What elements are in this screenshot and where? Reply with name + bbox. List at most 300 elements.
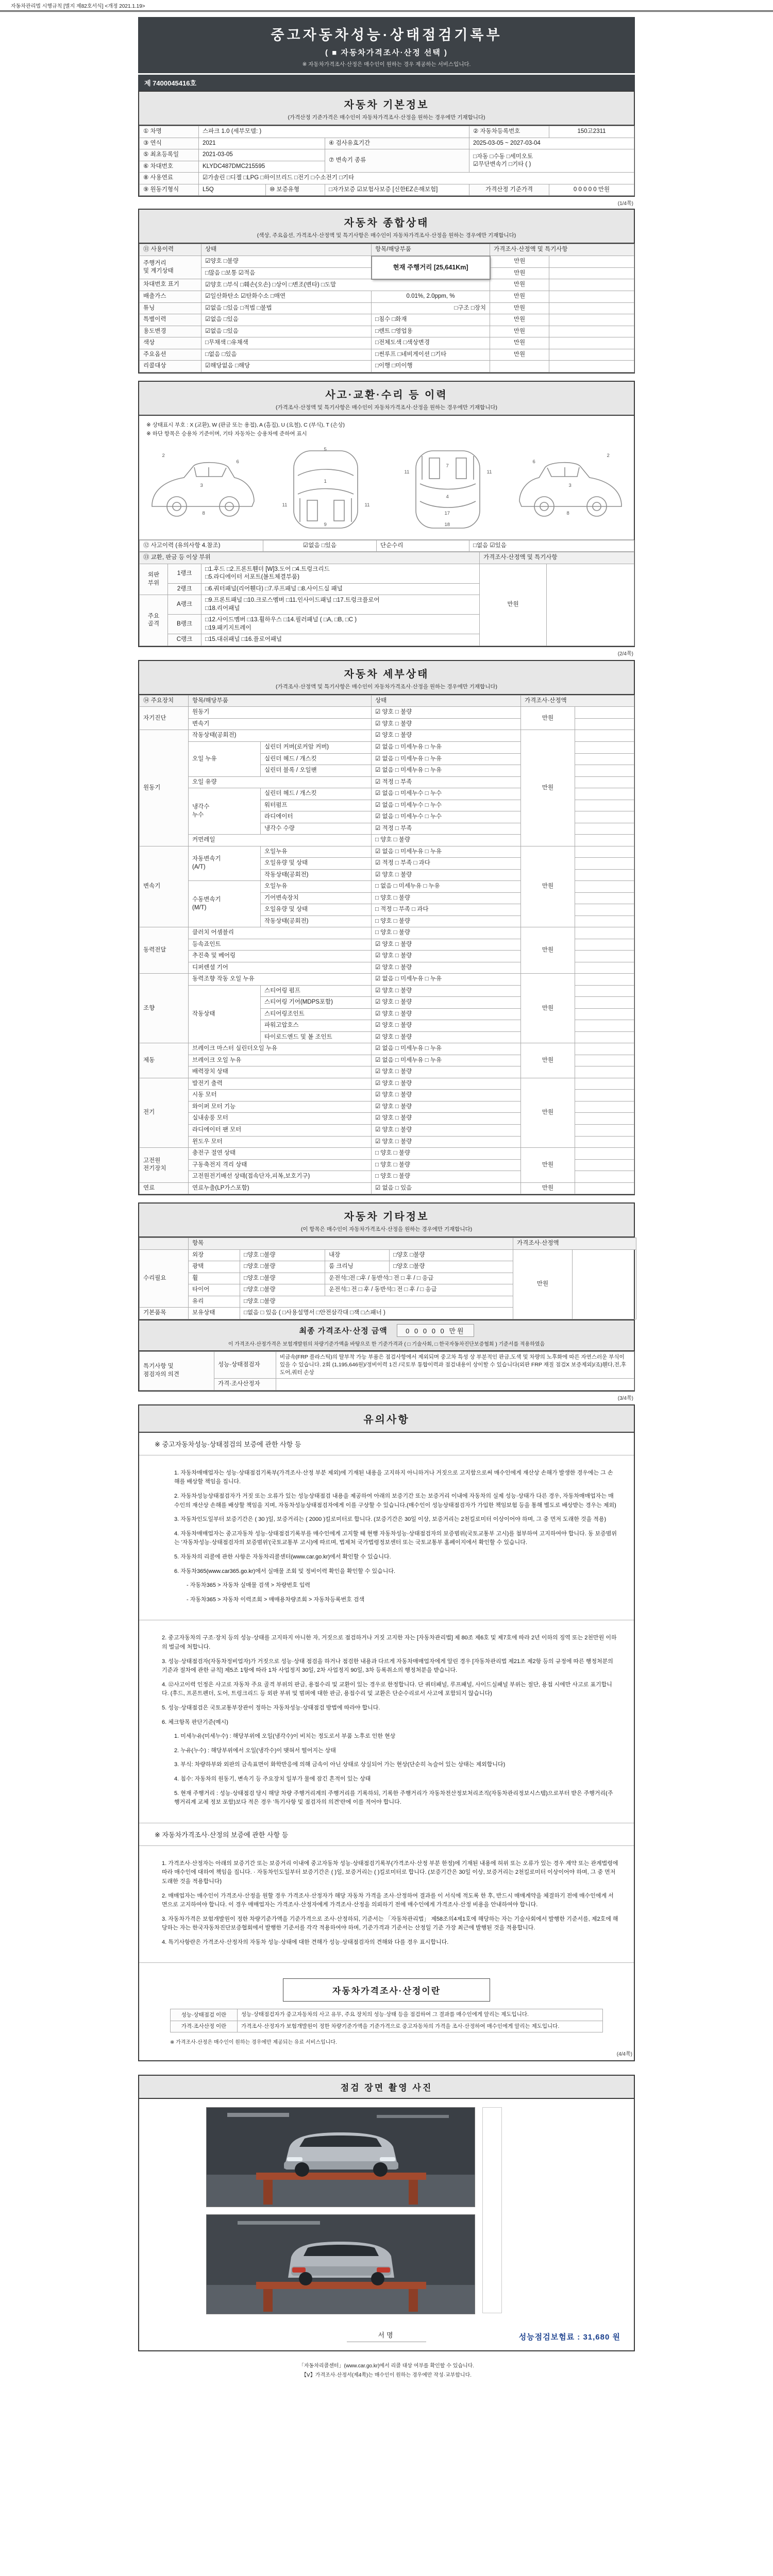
checkbox-cell[interactable]: □양호 □불량 <box>240 1261 325 1273</box>
notice-item: 2. 자동차성능상태점검자가 거짓 또는 오류가 있는 성능상태점검 내용을 제공하여 아래의 보증기간 또는 보증거리 이내에 자동차의 실제 성능·상태가 다른 경우, 자동차매매업자는 매수인의 재산상 손해를 배상할 책임을 지며, 자동차성능상태점검자에게 이를 구상할 수 있습니다.(매수인이 성능상태점검자가 가입한 책임보험 등을 통해 별도로 배상받는 경우는 제외) <box>174 1493 616 1509</box>
diagram-number: 17 <box>444 510 450 516</box>
table-cell: 만원 <box>480 564 547 646</box>
column-header: 가격조사·산정액 <box>513 1238 636 1250</box>
section-notice-title: 유의사항 <box>363 1414 410 1426</box>
checkbox-cell[interactable]: □ 양호 □ 불량 <box>372 1159 521 1171</box>
table-cell <box>575 997 634 1009</box>
title-note: ※ 자동차가격조사·산정은 매수인이 원하는 경우 제공하는 서비스입니다. <box>302 61 471 67</box>
state-symbol-legend <box>139 416 634 439</box>
checkbox-cell[interactable]: 운전석□전 □후 / 동반석□ 전 □ 후 / □ 응급 <box>325 1273 513 1284</box>
checkbox-cell[interactable]: ☑ 양호 □ 불량 <box>372 1078 521 1090</box>
table-cell: 만원 <box>521 730 575 846</box>
table-cell: 외장 <box>189 1249 240 1261</box>
table-cell <box>490 361 549 372</box>
checkbox-cell[interactable]: □양호 □불량 <box>240 1296 513 1308</box>
table-cell: 브레이크 마스터 실린더오일 누유 <box>189 1043 372 1055</box>
column-header: 항목/해당부품 <box>372 244 490 256</box>
table-cell <box>575 1090 634 1101</box>
table-cell: 150고2311 <box>549 126 634 138</box>
table-cell <box>549 326 634 337</box>
section-notice <box>138 1404 635 2061</box>
checkbox-cell[interactable]: ☑ 없음 □ 미세누유 □ 누유 <box>372 1043 521 1055</box>
notice-item: 4. 자동차매매업자는 중고자동차 성능·상태점검기록부를 매수인에게 고지할 때 현행 자동차성능·상태점검자의 보증범위(국토교통부 고시)를 첨부하여 고지하여야 합니다. 동 보증범위는 '자동차성능·상태점검자의 보증범위'(국토교통부 고시)에 따르며, 법제처 국가법령정보센터 또는 국토교통부 홈페이지에서 확인할 수 있습니다. <box>174 1530 617 1546</box>
table-cell: C랭크 <box>168 634 201 646</box>
checkbox-cell[interactable]: □ 양호 □ 불량 <box>372 916 521 927</box>
table-row <box>140 126 634 138</box>
table-row <box>140 1078 634 1090</box>
table-cell: 비금속(FRP 플라스틱)의 탈부착 가능 부품은 점검사항에서 제외되며 중고차 특성 상 부분적인 판금,도색 및 차량의 노후화에 따른 자연스러운 부식이 있을 수 있습니다. 2회 (1,195,646원)/정비이력 1건 /국토부 통합이력과 점검내용이 상이할 수 있습니다(외판 FRP 재질 점검X 보증제외)/조)휀다,전,후도어,쿼터 손상 <box>276 1351 634 1379</box>
table-row <box>140 184 634 196</box>
table-cell: 만원 <box>490 267 549 279</box>
checkbox-cell[interactable]: ☑ 양호 □ 불량 <box>372 1031 521 1043</box>
legend-note: ※ 하단 항목은 승용차 기준이며, 기타 자동차는 승용차에 준하여 표시 <box>146 430 307 437</box>
checkbox-cell[interactable]: □양호 □불량 <box>240 1273 325 1284</box>
table-row <box>140 974 634 986</box>
checkbox-cell[interactable]: ☑ 양호 □ 불량 <box>372 1020 521 1032</box>
table-cell <box>575 951 634 962</box>
checkbox-cell[interactable]: ☑양호 □불량 <box>201 256 372 268</box>
checkbox-cell[interactable]: ☑ 적정 □ 부족 <box>372 776 521 788</box>
checkbox-cell[interactable]: ☑ 양호 □ 불량 <box>372 1113 521 1125</box>
checkbox-cell[interactable]: □ 양호 □ 불량 <box>372 927 521 939</box>
checkbox-cell[interactable]: ☑ 양호 □ 불량 <box>372 951 521 962</box>
notice-item: - 자동차365 > 자동차 이력조회 > 매매용차량조회 > 자동차등록번호 검색 <box>187 1596 365 1603</box>
checkbox-cell[interactable]: ☑ 양호 □ 불량 <box>372 707 521 719</box>
table-cell: 만원 <box>521 1182 575 1194</box>
column-header: ⑬ 교환, 판금 등 이상 부위 <box>140 552 480 564</box>
table-cell: 워터펌프 <box>261 800 372 811</box>
section-accident-subtitle: (가격조사·산정액 및 특기사항은 매수인이 자동차가격조사·산정을 원하는 경우에만 기재합니다) <box>276 404 497 411</box>
table-cell: 브레이크 오일 누유 <box>189 1055 372 1066</box>
checkbox-cell[interactable]: ☑ 없음 □ 미세누수 □ 누수 <box>372 800 521 811</box>
table-cell: 유리 <box>189 1296 240 1308</box>
notice-item: 5. 현재 주행거리 : 성능·상태점검 당시 해당 차량 주행거리계의 주행거리를 기록하되, 기록한 주행거리가 자동차전산정보처리조직(자동차관리정보시스템)으로부터 받은 주행거리(주행거리계 교체 정보 포함)보다 적은 경우 '특기사항 및 점검자의 의견'란에 이를 적어야 합니다. <box>174 1790 613 1806</box>
section-basic-subtitle: (가격산정 기준가격은 매수인이 자동차가격조사·산정을 원하는 경우에만 기재합니다) <box>288 114 485 121</box>
section-etc-header <box>139 1204 634 1238</box>
checkbox-cell[interactable]: ☑ 없음 □ 미세누유 □ 누유 <box>372 753 521 765</box>
checkbox-cell[interactable]: □구조 □장치 <box>372 302 490 314</box>
notice-item: 6. 자동차365(www.car365.go.kr)에서 실매물 조회 및 정비이력 확인을 확인할 수 있습니다. <box>174 1568 396 1574</box>
checkbox-cell[interactable]: □자가보증 ☑보험사보증 [신한EZ손해보험] <box>325 184 469 196</box>
table-cell: 냉각수 누수 <box>189 788 261 835</box>
table-cell: 자기진단 <box>140 707 189 730</box>
checkbox-cell[interactable]: □없음 □ 있음 ( □사용설명서 □안전삼각대 □잭 □스패너 ) <box>240 1308 513 1319</box>
table-cell: 외판 부위 <box>140 564 168 595</box>
table-cell: 만원 <box>521 1148 575 1183</box>
table-cell: 특별이력 <box>140 314 201 326</box>
checkbox-cell[interactable]: ☑ 양호 □ 불량 <box>372 997 521 1009</box>
diagram-number: 11 <box>404 469 410 475</box>
table-cell: ⑥ 차대번호 <box>140 161 199 173</box>
table-cell <box>549 279 634 291</box>
table-row <box>140 564 634 583</box>
table-cell: KLYDC487DMC215595 <box>199 161 325 173</box>
table-cell: 만원 <box>513 1249 573 1319</box>
car-diagram-side-left <box>145 445 262 533</box>
column-header: 항목 <box>189 1238 513 1250</box>
checkbox-cell[interactable]: □ 양호 □ 불량 <box>372 892 521 904</box>
checkbox-cell[interactable]: ☑ 없음 □ 미세누유 □ 누유 <box>372 1055 521 1066</box>
notice-item: 1. 미세누유(미세누수) : 해당부위에 오일(냉각수)이 비치는 정도로서 부품 노후로 인한 현상 <box>174 1733 396 1740</box>
checkbox-cell[interactable]: ☑없음 □있음 <box>263 540 377 552</box>
table-row <box>140 173 634 184</box>
table-cell <box>575 869 634 881</box>
table-cell: 제동 <box>140 1043 189 1078</box>
table-cell: 윈도우 모터 <box>189 1136 372 1148</box>
checkbox-cell[interactable]: ☑ 양호 □ 불량 <box>372 730 521 742</box>
diagram-number: 6 <box>236 459 239 465</box>
column-header: 상태 <box>372 695 521 707</box>
checkbox-cell[interactable]: □ 양호 □ 불량 <box>372 1148 521 1160</box>
table-cell <box>575 765 634 777</box>
checkbox-cell[interactable]: □ 양호 □ 불량 <box>372 1171 521 1183</box>
legend-symbols: ※ 상태표시 부호 : X (교환), W (판금 또는 용접), A (흠집), U (요철), C (부식), T (손상) <box>146 421 345 428</box>
table-cell: B랭크 <box>168 615 201 634</box>
table-cell <box>575 730 634 742</box>
table-cell: 스티어링 기어(MDPS포함) <box>261 997 372 1009</box>
checkbox-cell[interactable]: ☑일산화탄소 ☑탄화수소 □매연 <box>201 291 372 303</box>
checkbox-cell[interactable]: ☑ 양호 □ 불량 <box>372 985 521 997</box>
table-cell <box>549 267 634 279</box>
checkbox-cell[interactable]: □자동 □수동 □세미오토 ☑무단변속기 □기타 ( ) <box>469 149 634 173</box>
table-cell: 성능·상태점검자 <box>214 1351 276 1379</box>
checkbox-cell[interactable]: 운전석□ 전 □ 후 / 동반석□ 전 □ 후 / □ 응급 <box>325 1284 513 1296</box>
table-row <box>140 1182 634 1194</box>
table-cell: 고전원 전기장치 <box>140 1148 189 1183</box>
car-top-front-icon <box>267 445 384 533</box>
checkbox-cell[interactable]: ☑없음 □있음 <box>201 314 372 326</box>
notice-item: 2. 중고자동차의 구조·장치 등의 성능·상태를 고지하지 아니한 자, 거짓으로 점검하거나 거짓 고지한 자는 [자동차관리법] 제 80조 제6호 및 제7호에 따라 2년 이하의 징역 또는 2천만원 이하의 벌금에 처합니다. <box>162 1635 617 1650</box>
checkbox-cell[interactable]: ☑ 없음 □ 있음 <box>372 1182 521 1194</box>
table-cell: 냉각수 수량 <box>261 823 372 835</box>
table-cell <box>575 1020 634 1032</box>
diagram-number: 18 <box>444 521 450 528</box>
explain-label-1: 성능·상태점검 이란 <box>171 2009 238 2021</box>
table-cell <box>575 718 634 730</box>
table-cell <box>575 846 634 858</box>
table-cell: 주요옵션 <box>140 349 201 361</box>
table-cell <box>575 881 634 893</box>
column-header: 가격조사·산정액 및 특기사항 <box>490 244 634 256</box>
table-cell: 용도변경 <box>140 326 201 337</box>
checkbox-cell[interactable]: ☑ 양호 □ 불량 <box>372 939 521 951</box>
car-diagram-side-right <box>511 445 629 533</box>
table-cell <box>575 1031 634 1043</box>
page-marker-3: (3/4쪽) <box>617 1395 633 1401</box>
notice-subheading-1: ※ 중고자동차성능·상태점검의 보증에 관한 사항 등 <box>139 1433 634 1455</box>
checkbox-cell[interactable]: ☑없음 □있음 □적법 □불법 <box>201 302 372 314</box>
table-cell: 휠 <box>189 1273 240 1284</box>
section-detail-header <box>139 661 634 695</box>
checkbox-cell[interactable]: □6.쿼터패널(리어휀다) □7.루프패널 □8.사이드실 패널 <box>201 583 480 595</box>
table-cell: 클러치 어셈블리 <box>189 927 372 939</box>
table-cell <box>547 564 634 646</box>
table-row <box>140 302 634 314</box>
checkbox-cell[interactable]: □15.대쉬패널 □16.플로어패널 <box>201 634 480 646</box>
checkbox-cell[interactable]: ☑ 양호 □ 불량 <box>372 1101 521 1113</box>
table-cell: 만원 <box>521 927 575 974</box>
table-cell: 구동축전지 격리 상태 <box>189 1159 372 1171</box>
diagram-number: 4 <box>446 494 449 500</box>
column-header <box>140 1238 189 1250</box>
table-cell: 가격산정 기준가격 <box>469 184 549 196</box>
table-cell <box>575 1008 634 1020</box>
table-cell: 룸 크리닝 <box>325 1261 390 1273</box>
table-cell: 0 0 0 0 0 만원 <box>549 184 634 196</box>
diagram-number: 3 <box>200 482 203 488</box>
section-photos-header <box>139 2076 634 2099</box>
table-cell <box>575 927 634 939</box>
table-row <box>140 1148 634 1160</box>
table-cell: 주요 골격 <box>140 595 168 646</box>
diagram-number: 11 <box>364 502 370 508</box>
table-cell: 주행거리 및 계기상태 <box>140 256 201 279</box>
checkbox-cell[interactable]: ☑ 적정 □ 부족 □ 과다 <box>372 858 521 870</box>
table-row <box>140 540 634 552</box>
checkbox-cell[interactable]: □9.프론트패널 □10.크로스멤버 □11.인사이드패널 □17.트렁크플로어 □18.리어패널 <box>201 595 480 615</box>
table-cell <box>575 800 634 811</box>
checkbox-cell[interactable]: □렌트 □영업용 <box>372 326 490 337</box>
section-overall-title: 자동차 종합상태 <box>344 217 429 229</box>
table-cell <box>575 835 634 846</box>
checkbox-cell[interactable]: ☑ 양호 □ 불량 <box>372 718 521 730</box>
table-cell: 만원 <box>490 256 549 268</box>
table-cell: 오일누유 <box>261 846 372 858</box>
table-cell: 실내송풍 모터 <box>189 1113 372 1125</box>
page-marker-2: (2/4쪽) <box>617 651 633 657</box>
diagram-number: 6 <box>532 459 535 465</box>
table-cell <box>575 858 634 870</box>
table-cell: 만원 <box>490 279 549 291</box>
checkbox-cell[interactable]: □ 적정 □ 부족 □ 과다 <box>372 904 521 916</box>
checkbox-cell[interactable]: □양호 □불량 <box>390 1249 513 1261</box>
document-number: 제 7400045416호 <box>138 75 635 91</box>
car-top-rear-icon <box>389 445 507 533</box>
checkbox-cell[interactable]: ☑ 양호 □ 불량 <box>372 1136 521 1148</box>
table-cell: 작동상태(공회전) <box>261 916 372 927</box>
table-cell <box>575 1101 634 1113</box>
inspection-insurance-fee: 성능점검보험료 : 31,680 원 <box>518 2332 620 2342</box>
checkbox-cell[interactable]: □1.후드 □2.프론트휀더 [W]3.도어 □4.트렁크리드 □5.라디에이터 서포트(볼트체결부품) <box>201 564 480 583</box>
table-cell <box>575 1136 634 1148</box>
table-row <box>140 326 634 337</box>
explain-text-2: 가격조사·산정자가 보험개발원이 정한 차량기준가액을 기준가격으로 중고자동차의 가격을 조사·산정하여 매수인에게 알리는 제도입니다. <box>238 2021 603 2032</box>
section-detail-state <box>138 660 635 1195</box>
table-cell: 차대번호 표기 <box>140 279 201 291</box>
top-rule <box>0 10 773 12</box>
diagram-number: 11 <box>486 469 492 475</box>
checkbox-cell[interactable]: ☑해당없음 □해당 <box>201 361 372 372</box>
checkbox-cell[interactable]: □많음 □보통 ☑적음 <box>201 267 372 279</box>
photo-area <box>139 2099 634 2327</box>
checkbox-cell[interactable]: ☑ 없음 □ 미세누유 □ 누유 <box>372 741 521 753</box>
table-cell <box>575 1055 634 1066</box>
final-price-value: 0 0 0 0 0 만원 <box>397 1324 474 1337</box>
checkbox-cell[interactable]: ☑ 없음 □ 미세누유 □ 누유 <box>372 974 521 986</box>
checkbox-cell[interactable]: ☑ 없음 □ 미세누수 □ 누수 <box>372 811 521 823</box>
notice-item: 3. 부식: 차량하부와 외판의 금속표면이 화학반응에 의해 금속이 아닌 상태로 상실되어 가는 현상(단순히 녹슬어 있는 상태는 제외합니다) <box>174 1761 506 1768</box>
checkbox-cell[interactable]: ☑없음 □있음 <box>201 326 372 337</box>
inspection-photo-rear <box>206 2214 475 2314</box>
diagram-number: 3 <box>568 482 572 488</box>
notice-list-c <box>139 1846 634 1963</box>
title-option: ( ■ 자동차가격조사·산정 선택 ) <box>325 48 448 57</box>
table-row <box>140 291 634 303</box>
explain-box-title: 자동차가격조사·산정이란 <box>283 1978 490 2002</box>
table-cell: 2021-03-05 <box>199 149 325 161</box>
table-cell <box>575 939 634 951</box>
table-cell <box>575 1043 634 1055</box>
table-cell <box>575 1066 634 1078</box>
table-cell: 와이퍼 모터 기능 <box>189 1101 372 1113</box>
table-cell: 스파크 1.0 (세부모델: ) <box>199 126 469 138</box>
table-cell: 만원 <box>521 974 575 1043</box>
etc-info-table <box>139 1238 634 1319</box>
table-cell: 기본품목 <box>140 1308 189 1319</box>
table-cell <box>575 707 634 719</box>
checkbox-cell[interactable]: □썬루프 □네비게이션 □기타 <box>372 349 490 361</box>
table-cell: 실린더 커버(로커암 커버) <box>261 741 372 753</box>
checkbox-cell[interactable]: ☑ 양호 □ 불량 <box>372 1125 521 1137</box>
checkbox-cell[interactable]: ☑가솔린 □디젤 □LPG □하이브리드 □전기 □수소전기 □기타 <box>199 173 634 184</box>
checkbox-cell[interactable]: □양호 □불량 <box>240 1249 325 1261</box>
section-overall-state <box>138 209 635 374</box>
table-cell: 만원 <box>490 314 549 326</box>
table-cell: 특기사항 및 점검자의 의견 <box>140 1351 214 1390</box>
table-cell: A랭크 <box>168 595 201 615</box>
table-cell: 스티어링 펌프 <box>261 985 372 997</box>
notice-item: 2. 매매업자는 매수인이 가격조사·산정을 원할 경우 가격조사·산정자가 해당 자동차 가격을 조사·산정하여 결과를 이 서식에 적도록 한 후, 반드시 매매계약을 체결하기 전에 매수인에게 서면으로 고지하여야 합니다. 이 경우 매매업자는 가격조사·산정자에게 가격조사·산정을 의뢰하기 전에 매수인에게 가격조사·산정 비용을 안내하여야 합니다. <box>162 1892 614 1908</box>
page-marker-4: (4/4쪽) <box>616 2051 632 2057</box>
checkbox-cell[interactable]: ☑ 없음 □ 미세누수 □ 누수 <box>372 788 521 800</box>
table-cell: 충전구 절연 상태 <box>189 1148 372 1160</box>
table-cell: 변속기 <box>140 846 189 927</box>
table-cell: 수리필요 <box>140 1249 189 1308</box>
table-cell: 단순수리 <box>377 540 469 552</box>
checkbox-cell[interactable]: ☑ 양호 □ 불량 <box>372 1090 521 1101</box>
notice-item: 3. 자동차가격은 보험개발원이 정한 차량기준가액을 기준가격으로 조사·산정하되, 기준서는 「자동차관리법」 제58조의4제1호에 해당하는 자는 기술사회에서 발행한 기준서를, 제2호에 해당하는 자는 한국자동차진단보증협회에서 발행한 기준서를 각각 적용하여야 하며, 기준가격과 기준서는 산정일 기준 가장 최근에 발행된 것을 적용합니다. <box>162 1916 618 1931</box>
table-header-row <box>140 1238 636 1250</box>
table-cell: 내장 <box>325 1249 390 1261</box>
notice-item: 5. 자동차의 리콜에 관한 사항은 자동차리콜센터(www.car.go.kr)에서 확인할 수 있습니다. <box>174 1554 391 1561</box>
diagram-number: 2 <box>607 452 610 459</box>
section-basic-header <box>139 92 634 126</box>
car-side-right-icon <box>511 445 629 533</box>
checkbox-cell[interactable]: ☑ 적정 □ 부족 <box>372 823 521 835</box>
diagram-number: 1 <box>324 478 327 484</box>
table-cell: 실린더 헤드 / 개스킷 <box>261 753 372 765</box>
section-basic-info <box>138 91 635 197</box>
checkbox-cell[interactable]: □이행 □미이행 <box>372 361 490 372</box>
car-damage-diagrams <box>139 439 634 540</box>
notice-item: 4. 침수: 자동차의 원동기, 변속기 등 주요장치 일부가 물에 잠긴 흔적이 있는 상태 <box>174 1775 371 1782</box>
signature-label[interactable]: 서명 <box>347 2330 426 2342</box>
notice-item: 3. 성능·상태점검자(자동차정비업자)가 거짓으로 성능·상태 점검을 하거나 점검한 내용과 다르게 자동차매매업자에게 알린 경우 [자동차관리법 제21조 제2항 등의 규정에 따른 행정처분의 기준과 절차에 관한 규칙] 제5조 1항에 따라 1차 사업정지 30일, 2차 사업정지 90일, 3차 등록취소의 행정처분을 받습니다. <box>162 1658 613 1674</box>
checkbox-cell[interactable]: □양호 □불량 <box>240 1284 325 1296</box>
table-cell: ⑩ 보증유형 <box>266 184 325 196</box>
table-cell <box>575 823 634 835</box>
section-etc-title: 자동차 기타정보 <box>344 1211 429 1223</box>
table-cell: 광택 <box>189 1261 240 1273</box>
table-row <box>140 149 634 161</box>
section-accident-history <box>138 381 635 647</box>
checkbox-cell[interactable]: □침수 □화재 <box>372 314 490 326</box>
table-cell <box>549 337 634 349</box>
table-row <box>140 279 634 291</box>
section-detail-subtitle: (가격조사·산정액 및 특기사항은 매수인이 자동차가격조사·산정을 원하는 경우에만 기재합니다) <box>276 683 497 690</box>
table-cell: 라디에이터 팬 모터 <box>189 1125 372 1137</box>
table-cell: 추진축 및 베어링 <box>189 951 372 962</box>
table-cell <box>575 1171 634 1183</box>
section-basic-title: 자동차 기본정보 <box>344 99 429 111</box>
table-cell: ⑤ 최초등록일 <box>140 149 199 161</box>
table-cell: 색상 <box>140 337 201 349</box>
checkbox-cell[interactable]: ☑ 양호 □ 불량 <box>372 1008 521 1020</box>
table-cell: 파워고압호스 <box>261 1020 372 1032</box>
checkbox-cell[interactable]: □무채색 □유채색 <box>201 337 372 349</box>
checkbox-cell[interactable]: □없음 □있음 <box>201 349 372 361</box>
checkbox-cell[interactable]: ☑ 양호 □ 불량 <box>372 869 521 881</box>
checkbox-cell[interactable]: ☑ 양호 □ 불량 <box>372 1066 521 1078</box>
checkbox-cell[interactable]: □전체도색 □색상변경 <box>372 337 490 349</box>
table-cell: 자동변속기 (A/T) <box>189 846 261 881</box>
table-cell: 타이어 <box>189 1284 240 1296</box>
table-cell <box>549 349 634 361</box>
title-block <box>138 17 635 73</box>
table-cell <box>575 985 634 997</box>
notice-item: 1. 자동차매매업자는 성능·상태점검기록부(가격조사·산정 부분 제외)에 기재된 내용을 고지하지 아니하거나 거짓으로 고지함으로써 매수인에게 재산상 손해가 발생한 경우에는 그 손해를 배상할 책임을 집니다. <box>174 1469 613 1485</box>
section-overall-header <box>139 210 634 244</box>
page-title: 중고자동차성능·상태점검기록부 <box>271 27 502 43</box>
notice-item: 3. 자동차인도일부터 보증기간은 ( 30 )일, 보증거리는 ( 2000 )킬로미터로 합니다. (보증기간은 30일 이상, 보증거리는 2천킬로미터 이상이어야 하며, 그 중 먼저 도래한 것을 적용) <box>174 1516 607 1523</box>
checkbox-cell[interactable]: ☑ 양호 □ 불량 <box>372 962 521 974</box>
checkbox-cell[interactable]: ☑양호 □부식 □훼손(오손) □상이 □변조(변타) □도말 <box>201 279 490 291</box>
table-cell: 타이로드엔드 및 볼 조인트 <box>261 1031 372 1043</box>
final-price-note[interactable]: 이 가격조사·산정가격은 보험개발원의 차량기준가액을 바탕으로 한 기준가격과 ( □ 기술사회, □ 한국자동차진단보증협회 ) 기준서를 적용하였음 <box>228 1341 545 1347</box>
table-cell <box>575 776 634 788</box>
explain-box-table <box>170 2009 603 2032</box>
table-cell <box>575 974 634 986</box>
notice-item: 5. 성능·상태점검은 국토교통부장관이 정하는 자동차성능·상태점검 방법에 따라야 합니다. <box>162 1704 380 1711</box>
table-cell <box>575 916 634 927</box>
table-cell: ④ 검사유효기간 <box>325 138 469 149</box>
table-cell: 원동기 <box>140 730 189 846</box>
table-cell: 만원 <box>490 291 549 303</box>
notice-item: 4. ⑫사고이력 인정은 사고로 자동차 주요 골격 부위의 판금, 용접수리 및 교환이 있는 경우로 한정합니다. 단 쿼터패널, 루프패널, 사이드실패널 부위는 절단, 용접 시에만 사고로 표기합니다. (후드, 프론트펜더, 도어, 트렁크리드 등 외판 부위 및 범퍼에 대한 판금, 용접수리 및 교환은 단순수리로서 사고에 포함되지 않습니다) <box>162 1681 612 1697</box>
table-cell: 기어변속장치 <box>261 892 372 904</box>
checkbox-cell[interactable]: □ 없음 □ 미세누유 □ 누유 <box>372 881 521 893</box>
table-cell: 만원 <box>521 1078 575 1147</box>
table-cell: 오일누유 <box>261 881 372 893</box>
checkbox-cell[interactable]: □양호 □불량 <box>390 1261 513 1273</box>
table-header-row <box>140 552 634 564</box>
table-cell: 오일유량 및 상태 <box>261 904 372 916</box>
table-cell: 만원 <box>490 337 549 349</box>
table-cell: 실린더 블록 / 오일팬 <box>261 765 372 777</box>
checkbox-cell[interactable]: □없음 ☑있음 <box>469 540 634 552</box>
table-cell: 오일 누유 <box>189 741 261 776</box>
notice-item: - 자동차365 > 자동차 실매물 검색 > 차량번호 입력 <box>187 1582 310 1589</box>
checkbox-cell[interactable]: □ 양호 □ 불량 <box>372 835 521 846</box>
checkbox-cell[interactable]: ☑ 없음 □ 미세누유 □ 누유 <box>372 765 521 777</box>
inspector-opinion-table <box>139 1350 634 1391</box>
diagram-number: 7 <box>446 463 449 469</box>
section-accident-header <box>139 382 634 416</box>
notice-item: 6. 체크항목 판단기준(예시) <box>162 1719 228 1725</box>
notice-item: 1. 가격조사·산정자는 아래의 보증기간 또는 보증거리 이내에 중고자동차 성능·상태점검기록부(가격조사·산정 부분 한정)에 기재된 내용에 허위 또는 오류가 있는 경우 계약 또는 관계법령에 따라 매수인에 대하여 책임을 집니다. · 자동차인도일부터 보증기간은 ( )일, 보증거리는 ( )킬로미터로 합니다. (보증기간은 30일 이상, 보증거리는 2천킬로미터 이상이어야 하며, 그 중 먼저 도래한 것을 적용합니다) <box>162 1860 618 1885</box>
checkbox-cell[interactable]: ☑ 없음 □ 미세누유 □ 누유 <box>372 846 521 858</box>
checkbox-cell[interactable]: □12.사이드멤버 □13.휠하우스 □14.필러패널 ( □A, □B, □C ) □19.패키지트레이 <box>201 615 480 634</box>
